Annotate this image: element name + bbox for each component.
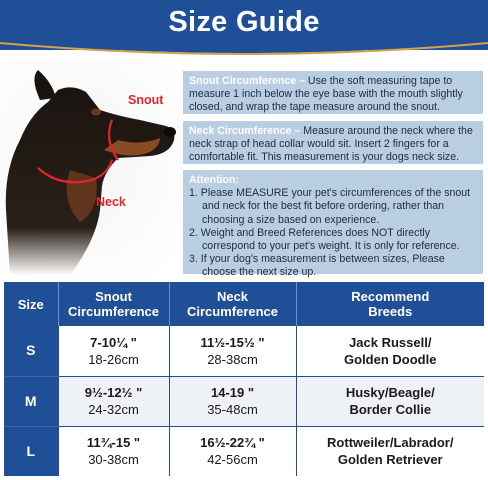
neck-label: Neck — [96, 195, 126, 209]
attention-panel — [183, 170, 483, 279]
header-neck: Neck Circumference — [169, 282, 296, 326]
dog-eye — [91, 109, 101, 116]
snout-cell: 7-10¼ " 18-26cm — [58, 326, 169, 376]
neck-info-text: Measure around the neck where the neck strap of head collar would sit. Insert 2 fingers for a comfortable fit. This measurement is your dogs neck size. — [189, 125, 473, 164]
neck-info-panel — [183, 121, 483, 164]
size-cell: M — [4, 376, 58, 426]
breed-cell: Jack Russell/ Golden Doodle — [296, 326, 484, 376]
header-breeds: Recommend Breeds — [296, 282, 484, 326]
attention-title: Attention: — [189, 174, 240, 186]
neck-cell: 11½-15½ " 28-38cm — [169, 326, 296, 376]
snout-info-text: Use the soft measuring tape to measure 1 inch below the eye base with the mouth slightly closed, and wrap the tape measure around the snout. — [189, 75, 463, 114]
snout-label: Snout — [128, 93, 164, 107]
size-table — [4, 282, 484, 476]
snout-info-title: Snout Circumference – — [189, 75, 305, 87]
snout-info-panel — [183, 71, 483, 114]
attention-item: 2. Weight and Breed References does NOT directly correspond to your pet's weight. It is only for reference. — [189, 226, 460, 253]
table-row — [4, 426, 484, 476]
breed-cell: Husky/Beagle/ Border Collie — [296, 376, 484, 426]
page-title: Size Guide — [168, 6, 320, 38]
neck-info-title: Neck Circumference – — [189, 125, 301, 137]
header-size: Size — [4, 282, 58, 326]
table-row — [4, 376, 484, 426]
neck-cell: 16½-22¾ " 42-56cm — [169, 426, 296, 476]
header-curve — [0, 38, 488, 60]
snout-cell: 11¾-15 " 30-38cm — [58, 426, 169, 476]
size-cell: S — [4, 326, 58, 376]
snout-cell: 9½-12½ " 24-32cm — [58, 376, 169, 426]
attention-item: 1. Please MEASURE your pet's circumferences of the snout and neck for the best fit before ordering, rather than choosing a size based on experience. — [189, 187, 471, 226]
dog-photo — [0, 60, 182, 280]
table-row — [4, 326, 484, 376]
breed-cell: Rottweiler/Labrador/ Golden Retriever — [327, 435, 454, 468]
attention-item: 3. If your dog's measurement is between sizes, Please choose the next size up. — [189, 253, 445, 279]
dog-nose — [164, 127, 176, 137]
neck-cell: 14-19 " 35-48cm — [169, 376, 296, 426]
table-header-row — [4, 282, 484, 326]
header-snout: Snout Circumference — [58, 282, 169, 326]
size-cell: L — [4, 426, 58, 476]
